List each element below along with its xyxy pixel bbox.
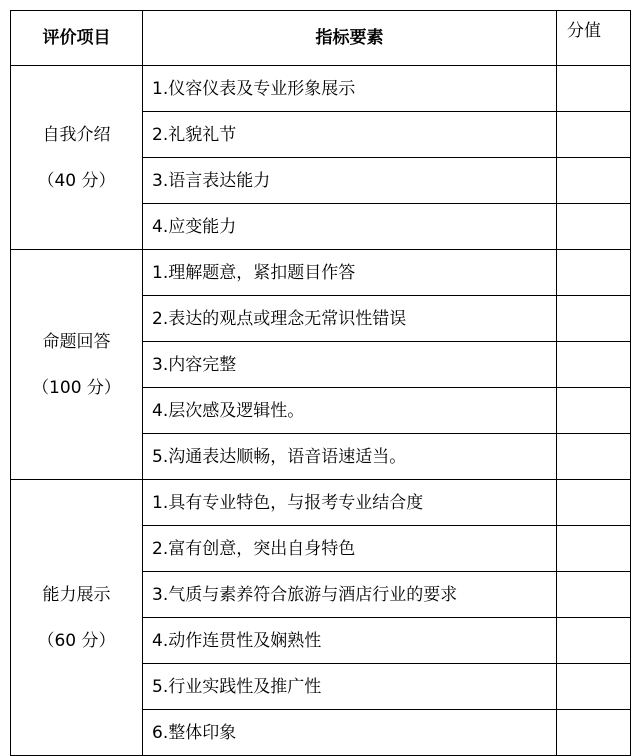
- score-cell[interactable]: [557, 710, 631, 756]
- score-cell[interactable]: [557, 112, 631, 158]
- criterion-cell: 5.行业实践性及推广性: [143, 664, 557, 710]
- category-points: （40 分）: [37, 170, 116, 191]
- criterion-cell: 3.气质与素养符合旅游与酒店行业的要求: [143, 572, 557, 618]
- header-score: 分值: [557, 11, 631, 66]
- criterion-cell: 1.具有专业特色，与报考专业结合度: [143, 480, 557, 526]
- score-cell[interactable]: [557, 250, 631, 296]
- score-cell[interactable]: [557, 66, 631, 112]
- criterion-cell: 6.整体印象: [143, 710, 557, 756]
- table-row: [11, 250, 631, 296]
- table-row: [11, 480, 631, 526]
- category-cell: [11, 480, 143, 756]
- header-criteria: 指标要素: [143, 11, 557, 66]
- category-cell: [11, 250, 143, 480]
- score-cell[interactable]: [557, 342, 631, 388]
- criterion-cell: 1.理解题意，紧扣题目作答: [143, 250, 557, 296]
- criterion-cell: 5.沟通表达顺畅，语音语速适当。: [143, 434, 557, 480]
- criterion-cell: 4.动作连贯性及娴熟性: [143, 618, 557, 664]
- score-cell[interactable]: [557, 434, 631, 480]
- score-cell[interactable]: [557, 526, 631, 572]
- header-item: 评价项目: [11, 11, 143, 66]
- criterion-cell: 2.礼貌礼节: [143, 112, 557, 158]
- category-name: 命题回答: [42, 331, 111, 352]
- score-cell[interactable]: [557, 388, 631, 434]
- category-points: （60 分）: [37, 630, 116, 651]
- score-cell[interactable]: [557, 572, 631, 618]
- score-cell[interactable]: [557, 296, 631, 342]
- criterion-cell: 3.语言表达能力: [143, 158, 557, 204]
- score-cell[interactable]: [557, 618, 631, 664]
- criterion-cell: 3.内容完整: [143, 342, 557, 388]
- score-cell[interactable]: [557, 204, 631, 250]
- criterion-cell: 1.仪容仪表及专业形象展示: [143, 66, 557, 112]
- category-name: 能力展示: [42, 584, 111, 605]
- criterion-cell: 2.富有创意，突出自身特色: [143, 526, 557, 572]
- score-cell[interactable]: [557, 664, 631, 710]
- header-row: [11, 11, 631, 66]
- table-row: [11, 66, 631, 112]
- criterion-cell: 4.应变能力: [143, 204, 557, 250]
- criterion-cell: 4.层次感及逻辑性。: [143, 388, 557, 434]
- category-points: （100 分）: [32, 377, 121, 398]
- score-cell[interactable]: [557, 158, 631, 204]
- category-name: 自我介绍: [42, 124, 111, 145]
- category-cell: [11, 66, 143, 250]
- score-cell[interactable]: [557, 480, 631, 526]
- criterion-cell: 2.表达的观点或理念无常识性错误: [143, 296, 557, 342]
- evaluation-table: [10, 10, 631, 756]
